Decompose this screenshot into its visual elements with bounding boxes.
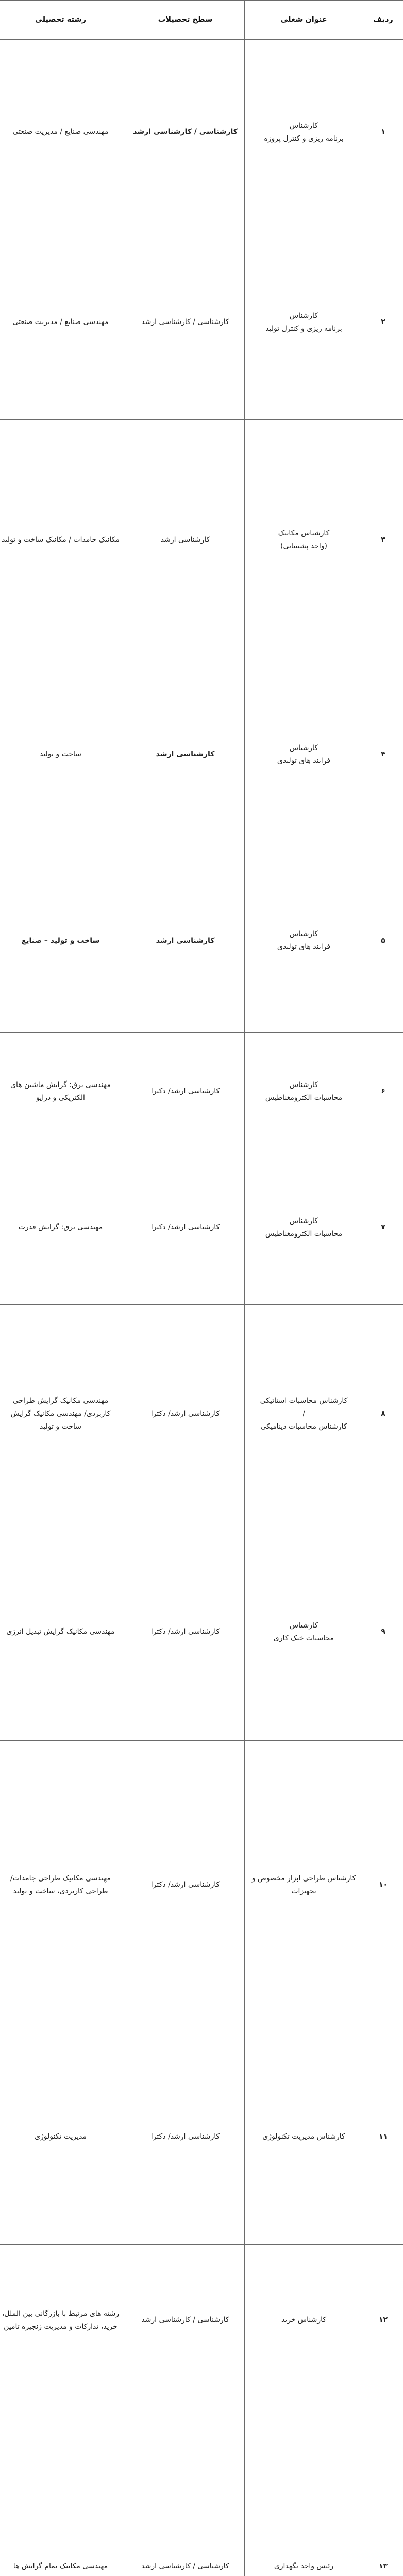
row-number: ۱۱ — [363, 2029, 403, 2245]
header-field-of-study: رشته تحصیلی — [0, 1, 126, 40]
field-of-study-cell: رشته های مرتبط با بازرگانی بین الملل، خرید، تدارکات و مدیریت زنجیره تامین — [0, 2245, 126, 2396]
job-title-cell — [245, 849, 363, 1033]
table-row — [0, 2396, 403, 2576]
table-row — [0, 420, 403, 660]
job-title-cell — [245, 225, 363, 420]
table-row — [0, 2245, 403, 2396]
row-number: ۱۲ — [363, 2245, 403, 2396]
field-of-study-cell: مهندسی مکانیک گرایش تبدیل انرژی — [0, 1523, 126, 1741]
job-title-cell — [245, 1523, 363, 1741]
field-of-study-cell: ساخت و تولید – صنایع — [0, 849, 126, 1033]
job-title-line: کارشناس — [289, 930, 318, 938]
job-title-line: کارشناس خرید — [281, 2316, 327, 2324]
job-title-cell — [245, 1150, 363, 1305]
job-title-line: کارشناس محاسبات دینامیکی — [260, 1422, 347, 1431]
table-row — [0, 225, 403, 420]
job-title-line: کارشناس — [289, 743, 318, 752]
table-row — [0, 1150, 403, 1305]
table-header — [0, 1, 403, 40]
education-level-cell: کارشناسی ارشد — [126, 420, 245, 660]
job-title-line: / — [303, 1410, 305, 1418]
table-row — [0, 2029, 403, 2245]
header-education-level: سطح تحصیلات — [126, 1, 245, 40]
education-level-cell: کارشناسی ارشد/ دکترا — [126, 1305, 245, 1523]
education-level-cell: کارشناسی ارشد/ دکترا — [126, 1741, 245, 2029]
row-number: ۱۰ — [363, 1741, 403, 2029]
header-row — [0, 1, 403, 40]
job-title-line: (واحد پشتیبانی) — [280, 542, 327, 550]
job-title-line: کارشناس — [289, 1080, 318, 1089]
job-title-line: رئیس واحد نگهداری — [274, 2562, 334, 2570]
field-of-study-cell: مکانیک جامدات / مکانیک ساخت و تولید — [0, 420, 126, 660]
job-title-line: برنامه ریزی و کنترل پروژه — [264, 134, 344, 143]
job-title-cell — [245, 1305, 363, 1523]
field-of-study-cell: مدیریت تکنولوژی — [0, 2029, 126, 2245]
field-of-study-cell: مهندسی مکانیک طراحی جامدات/ طراحی کاربردی، ساخت و تولید — [0, 1741, 126, 2029]
job-title-line: کارشناس — [289, 311, 318, 320]
row-number: ۶ — [363, 1033, 403, 1150]
table-row — [0, 1033, 403, 1150]
field-of-study-cell: مهندسی برق: گرایش ماشین های الکتریکی و درایو — [0, 1033, 126, 1150]
row-number: ۵ — [363, 849, 403, 1033]
job-title-line: برنامه ریزی و کنترل تولید — [265, 324, 342, 333]
education-level-cell: کارشناسی / کارشناسی ارشد — [126, 2396, 245, 2576]
job-title-line: فرایند های تولیدی — [277, 943, 331, 951]
row-number: ۹ — [363, 1523, 403, 1741]
row-number: ۲ — [363, 225, 403, 420]
job-title-line: محاسبات خنک کاری — [273, 1634, 334, 1642]
table-row — [0, 40, 403, 225]
job-title-line: کارشناس — [289, 1216, 318, 1225]
header-row-no: ردیف — [363, 1, 403, 40]
job-title-cell — [245, 1741, 363, 2029]
header-job-title: عنوان شغلی — [245, 1, 363, 40]
table-row — [0, 1305, 403, 1523]
education-level-cell: کارشناسی / کارشناسی ارشد — [126, 225, 245, 420]
job-title-cell — [245, 40, 363, 225]
job-title-line: کارشناس — [289, 1621, 318, 1630]
job-title-line: کارشناس — [289, 121, 318, 130]
education-level-cell: کارشناسی / کارشناسی ارشد — [126, 2245, 245, 2396]
row-number: ۳ — [363, 420, 403, 660]
job-title-cell — [245, 2029, 363, 2245]
job-title-line: کارشناس مکانیک — [278, 529, 330, 537]
field-of-study-cell: مهندسی برق: گرایش قدرت — [0, 1150, 126, 1305]
education-level-cell: کارشناسی ارشد/ دکترا — [126, 1033, 245, 1150]
row-number: ۷ — [363, 1150, 403, 1305]
table-row — [0, 660, 403, 849]
education-level-cell: کارشناسی ارشد/ دکترا — [126, 1523, 245, 1741]
job-title-line: محاسبات الکترومغناطیس — [265, 1229, 343, 1238]
table-row — [0, 849, 403, 1033]
education-level-cell: کارشناسی ارشد — [126, 849, 245, 1033]
job-title-cell — [245, 660, 363, 849]
education-level-cell: کارشناسی ارشد — [126, 660, 245, 849]
table-row — [0, 1523, 403, 1741]
field-of-study-cell: مهندسی صنایع / مدیریت صنعتی — [0, 40, 126, 225]
job-title-cell — [245, 2245, 363, 2396]
field-of-study-cell: ساخت و تولید — [0, 660, 126, 849]
job-title-cell — [245, 2396, 363, 2576]
row-number: ۱۳ — [363, 2396, 403, 2576]
education-level-cell: کارشناسی / کارشناسی ارشد — [126, 40, 245, 225]
job-title-line: فرایند های تولیدی — [277, 756, 331, 765]
field-of-study-cell: مهندسی مکانیک تمام گرایش ها — [0, 2396, 126, 2576]
table-body — [0, 40, 403, 2576]
job-title-cell — [245, 420, 363, 660]
education-level-cell: کارشناسی ارشد/ دکترا — [126, 2029, 245, 2245]
education-level-cell: کارشناسی ارشد/ دکترا — [126, 1150, 245, 1305]
job-title-line: کارشناس مدیریت تکنولوژی — [262, 2132, 345, 2141]
field-of-study-cell: مهندسی مکانیک گرایش طراحی کاربردی/ مهندسی مکانیک گرایش ساخت و تولید — [0, 1305, 126, 1523]
row-number: ۱ — [363, 40, 403, 225]
job-title-line: کارشناس طراحی ابزار مخصوص و تجهیزات — [251, 1874, 356, 1895]
job-title-line: محاسبات الکترومغناطیس — [265, 1093, 343, 1102]
row-number: ۸ — [363, 1305, 403, 1523]
table-row — [0, 1741, 403, 2029]
job-title-cell — [245, 1033, 363, 1150]
field-of-study-cell: مهندسی صنایع / مدیریت صنعتی — [0, 225, 126, 420]
job-title-line: کارشناس محاسبات استاتیکی — [260, 1397, 348, 1405]
row-number: ۴ — [363, 660, 403, 849]
